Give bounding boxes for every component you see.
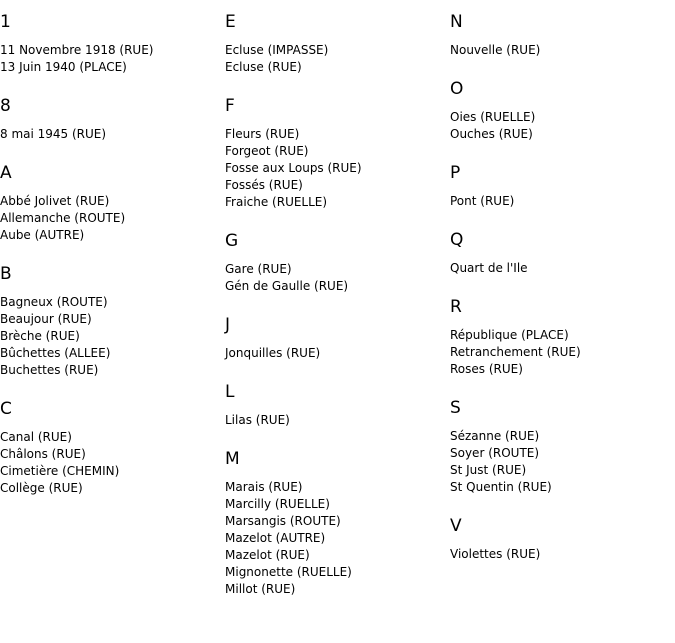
street-item: Violettes (RUE)	[450, 547, 541, 561]
street-list	[0, 294, 225, 379]
letter-heading: M	[225, 449, 240, 469]
letter-heading: 1	[0, 12, 11, 32]
letter-heading: N	[450, 12, 463, 32]
street-item: Sézanne (RUE)	[450, 429, 540, 443]
street-list	[225, 345, 450, 362]
street-item: 11 Novembre 1918 (RUE)	[0, 43, 154, 57]
street-list	[450, 428, 675, 496]
letter-heading: O	[450, 79, 464, 99]
street-list	[225, 261, 450, 295]
street-item: Brèche (RUE)	[0, 329, 80, 343]
street-item: Mignonette (RUELLE)	[225, 565, 352, 579]
street-list	[0, 126, 225, 143]
letter-group	[450, 297, 675, 378]
letter-heading: J	[225, 315, 231, 335]
street-item: Gén de Gaulle (RUE)	[225, 279, 349, 293]
street-item: Bûchettes (ALLEE)	[0, 346, 111, 360]
street-item: 13 Juin 1940 (PLACE)	[0, 60, 127, 74]
street-item: Canal (RUE)	[0, 430, 72, 444]
street-item: Collège (RUE)	[0, 481, 83, 495]
street-list	[225, 42, 450, 76]
letter-heading: P	[450, 163, 461, 183]
street-item: Châlons (RUE)	[0, 447, 86, 461]
street-list	[450, 260, 675, 277]
street-list	[450, 42, 675, 59]
street-item: Marais (RUE)	[225, 480, 303, 494]
letter-group	[450, 398, 675, 496]
street-item: Retranchement (RUE)	[450, 345, 581, 359]
letter-group	[225, 12, 450, 76]
street-item: Beaujour (RUE)	[0, 312, 92, 326]
street-list	[225, 479, 450, 598]
street-item: Gare (RUE)	[225, 262, 292, 276]
letter-group	[450, 12, 675, 59]
street-item: Roses (RUE)	[450, 362, 523, 376]
letter-heading: L	[225, 382, 235, 402]
letter-group	[225, 382, 450, 429]
letter-heading: G	[225, 231, 239, 251]
street-list	[0, 193, 225, 244]
index-column	[450, 0, 675, 563]
letter-group	[0, 163, 225, 244]
index-column	[225, 0, 450, 598]
street-item: Cimetière (CHEMIN)	[0, 464, 120, 478]
letter-group	[225, 96, 450, 211]
letter-group	[0, 264, 225, 379]
street-item: Ecluse (RUE)	[225, 60, 302, 74]
street-item: Fleurs (RUE)	[225, 127, 300, 141]
street-item: Forgeot (RUE)	[225, 144, 309, 158]
street-item: St Just (RUE)	[450, 463, 527, 477]
street-list	[450, 327, 675, 378]
street-item: 8 mai 1945 (RUE)	[0, 127, 107, 141]
letter-heading: S	[450, 398, 461, 418]
street-item: Oies (RUELLE)	[450, 110, 536, 124]
street-list	[0, 42, 225, 76]
street-item: Marcilly (RUELLE)	[225, 497, 330, 511]
street-item: Mazelot (AUTRE)	[225, 531, 326, 545]
street-list	[0, 429, 225, 497]
street-item: Mazelot (RUE)	[225, 548, 310, 562]
street-list	[225, 412, 450, 429]
letter-heading: A	[0, 163, 12, 183]
letter-heading: F	[225, 96, 235, 116]
street-list	[225, 126, 450, 211]
street-list	[450, 193, 675, 210]
street-item: Pont (RUE)	[450, 194, 515, 208]
street-item: République (PLACE)	[450, 328, 569, 342]
street-item: Nouvelle (RUE)	[450, 43, 541, 57]
street-item: Aube (AUTRE)	[0, 228, 85, 242]
street-item: Allemanche (ROUTE)	[0, 211, 126, 225]
street-item: Bagneux (ROUTE)	[0, 295, 108, 309]
letter-heading: C	[0, 399, 12, 419]
index-column	[0, 0, 225, 497]
letter-group	[0, 399, 225, 497]
street-item: Marsangis (ROUTE)	[225, 514, 341, 528]
letter-group	[450, 230, 675, 277]
letter-group	[225, 449, 450, 598]
letter-heading: V	[450, 516, 462, 536]
street-item: Lilas (RUE)	[225, 413, 290, 427]
letter-group	[0, 12, 225, 76]
street-item: Buchettes (RUE)	[0, 363, 99, 377]
street-item: Millot (RUE)	[225, 582, 296, 596]
street-item: Jonquilles (RUE)	[225, 346, 321, 360]
street-item: Fossés (RUE)	[225, 178, 303, 192]
street-item: Soyer (ROUTE)	[450, 446, 540, 460]
street-item: Abbé Jolivet (RUE)	[0, 194, 110, 208]
letter-group	[225, 231, 450, 295]
letter-group	[225, 315, 450, 362]
street-item: St Quentin (RUE)	[450, 480, 552, 494]
letter-group	[450, 163, 675, 210]
street-item: Fosse aux Loups (RUE)	[225, 161, 362, 175]
street-list	[450, 109, 675, 143]
letter-heading: E	[225, 12, 236, 32]
letter-heading: R	[450, 297, 462, 317]
street-item: Ouches (RUE)	[450, 127, 533, 141]
letter-heading: Q	[450, 230, 464, 250]
letter-heading: B	[0, 264, 12, 284]
street-item: Fraiche (RUELLE)	[225, 195, 328, 209]
letter-group	[450, 516, 675, 563]
street-item: Quart de l'Ile	[450, 261, 528, 275]
letter-heading: 8	[0, 96, 11, 116]
street-item: Ecluse (IMPASSE)	[225, 43, 329, 57]
street-list	[450, 546, 675, 563]
letter-group	[0, 96, 225, 143]
letter-group	[450, 79, 675, 143]
